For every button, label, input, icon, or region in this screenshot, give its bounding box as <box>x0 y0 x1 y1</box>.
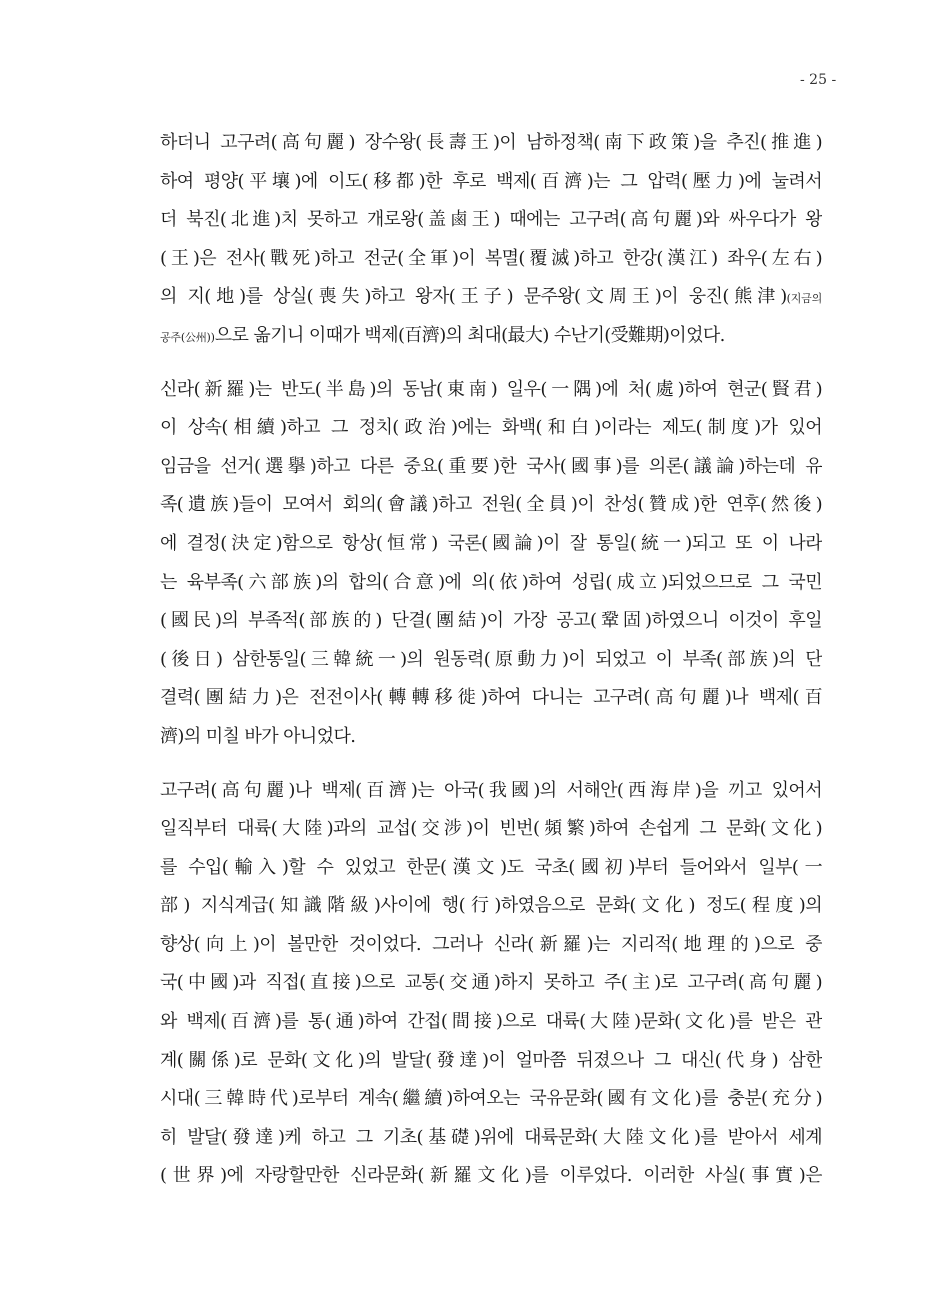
text-line <box>160 317 822 356</box>
text-line: 족(遺族)들이 모여서 회의(會議)하고 전원(全員)이 찬성(贊成)한 연후(然後) <box>160 494 822 516</box>
text-line: 에 결정(決定)함으로 항상(恒常) 국론(國論)이 잘 통일(統一)되고 또 이 나라 <box>160 532 822 554</box>
body-text <box>160 124 822 1196</box>
text-line: (世界)에 자랑할만한 신라문화(新羅文化)를 이루었다. 이러한 사실(事實)은 <box>160 1165 822 1187</box>
paragraph-silla <box>160 371 822 757</box>
text-line: (國民)의 부족적(部族的) 단결(團結)이 가장 공고(鞏固)하였으니 이것이 후일 <box>160 610 822 632</box>
text-line: 국(中國)과 직접(直接)으로 교통(交通)하지 못하고 주(主)로 고구려(高句麗) <box>160 972 822 994</box>
text-line: 시대(三韓時代)로부터 계속(繼續)하여오는 국유문화(國有文化)를 충분(充分) <box>160 1088 822 1110</box>
text-line: 일직부터 대륙(大陸)과의 교섭(交涉)이 빈번(頻繁)하여 손쉽게 그 문화(文化) <box>160 818 822 840</box>
text-line: 향상(向上)이 볼만한 것이었다. 그러나 신라(新羅)는 지리적(地理的)으로 중 <box>160 933 822 955</box>
paragraph-culture <box>160 772 822 1197</box>
text-line: 이 상속(相續)하고 그 정치(政治)에는 화백(和白)이라는 제도(制度)가 있어 <box>160 417 822 439</box>
text-line <box>160 278 822 317</box>
text-line: 濟)의 미칠 바가 아니었다. <box>160 725 356 747</box>
page-number: - 25 - <box>800 72 837 88</box>
text-line: 하여 평양(平壤)에 이도(移都)한 후로 백제(百濟)는 그 압력(壓力)에 눌려서 <box>160 170 822 192</box>
text-line-main: 으로 옮기니 이때가 백제(百濟)의 최대(最大) 수난기(受難期)이었다. <box>214 324 725 346</box>
text-line: 를 수입(輸入)할 수 있었고 한문(漢文)도 국초(國初)부터 들어와서 일부(一 <box>160 856 822 878</box>
paragraph-goguryeo-baekje <box>160 124 822 356</box>
text-line: 하더니 고구려(高句麗) 장수왕(長壽王)이 남하정책(南下政策)을 추진(推進) <box>160 132 822 153</box>
text-line: (後日) 삼한통일(三韓統一)의 원동력(原動力)이 되었고 이 부족(部族)의 단 <box>160 648 822 670</box>
text-line: 임금을 선거(選擧)하고 다른 중요(重要)한 국사(國事)를 의론(議論)하는데 유 <box>160 455 822 477</box>
text-line: 결력(團結力)은 전전이사(轉轉移徙)하여 다니는 고구려(高句麗)나 백제(百 <box>160 687 822 709</box>
text-line: 와 백제(百濟)를 통(通)하여 간접(間接)으로 대륙(大陸)문화(文化)를 받은 관 <box>160 1011 822 1033</box>
annotation-note: 공주(公州)) <box>160 330 215 344</box>
text-line-main: 의 지(地)를 상실(喪失)하고 왕자(王子) 문주왕(文周王)이 웅진(熊津) <box>160 286 787 308</box>
text-line: 신라(新羅)는 반도(半島)의 동남(東南) 일우(一隅)에 처(處)하여 현군(賢君) <box>160 378 822 400</box>
text-line: (王)은 전사(戰死)하고 전군(全軍)이 복멸(覆滅)하고 한강(漢江) 좌우(左右) <box>160 247 822 269</box>
text-line: 部) 지식계급(知識階級)사이에 행(行)하였음으로 문화(文化) 정도(程度)의 <box>160 895 822 917</box>
text-line: 고구려(高句麗)나 백제(百濟)는 아국(我國)의 서해안(西海岸)을 끼고 있어서 <box>160 779 822 801</box>
annotation-note: (지금의 <box>786 292 822 306</box>
text-line: 히 발달(發達)케 하고 그 기초(基礎)위에 대륙문화(大陸文化)를 받아서 세계 <box>160 1126 822 1148</box>
text-line: 는 육부족(六部族)의 합의(合意)에 의(依)하여 성립(成立)되었으므로 그 국민 <box>160 571 822 593</box>
text-line: 계(關係)로 문화(文化)의 발달(發達)이 얼마쯤 뒤졌으나 그 대신(代身) 삼한 <box>160 1049 822 1071</box>
text-line: 더 북진(北進)치 못하고 개로왕(盖鹵王) 때에는 고구려(高句麗)와 싸우다가 왕 <box>160 209 822 231</box>
